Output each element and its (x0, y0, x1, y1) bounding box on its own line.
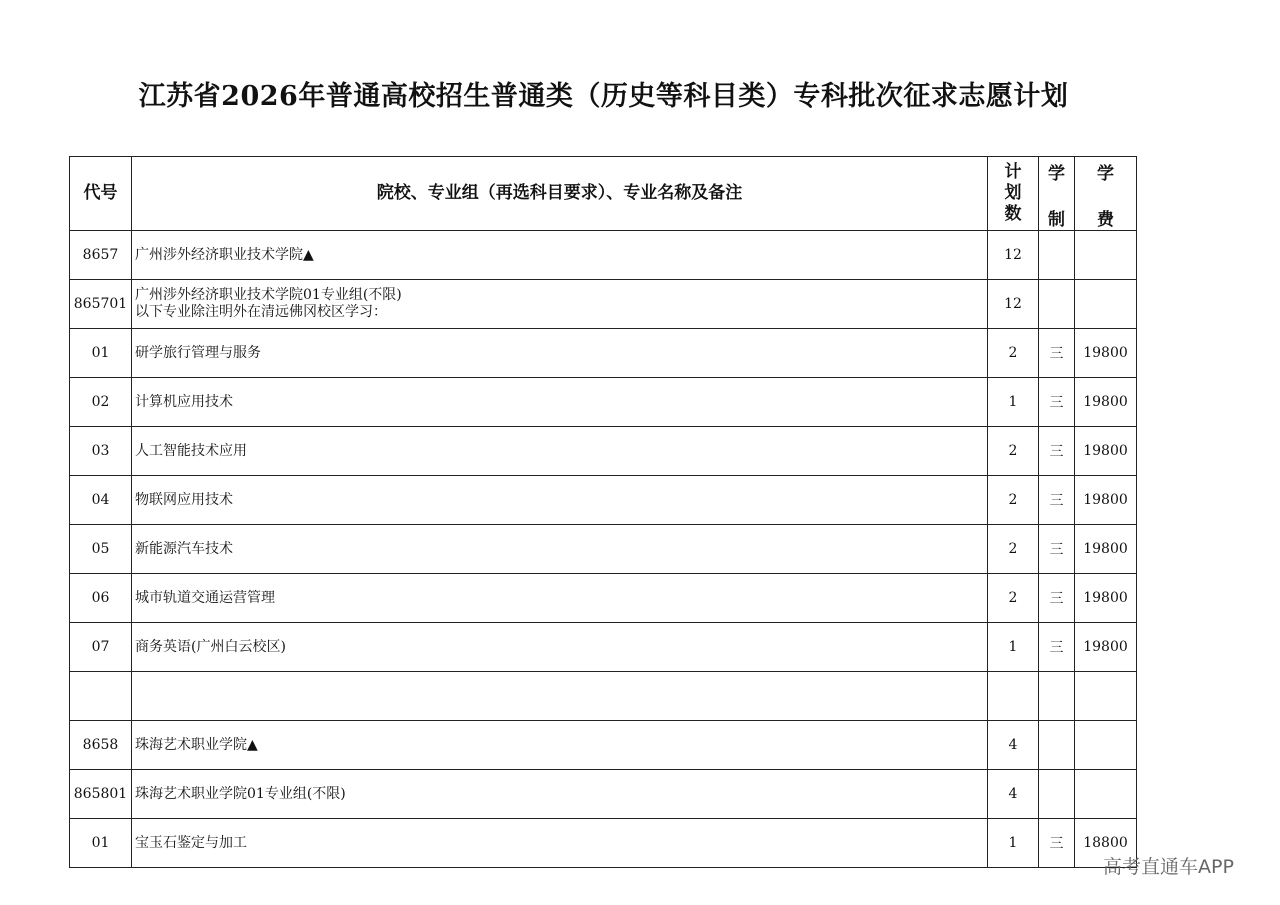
cell-plan: 12 (988, 231, 1039, 280)
cell-fee (1075, 672, 1137, 721)
cell-name-line: 城市轨道交通运营管理 (135, 589, 275, 606)
table-header-row (70, 157, 1137, 231)
cell-fee: 19800 (1075, 329, 1137, 378)
cell-system: 三 (1039, 623, 1075, 672)
header-plan-char: 计 (1004, 162, 1022, 182)
cell-system (1039, 770, 1075, 819)
header-name: 院校、专业组（再选科目要求）、专业名称及备注 (132, 157, 988, 231)
cell-name (132, 525, 988, 574)
plan-table (69, 156, 1137, 868)
cell-name (132, 721, 988, 770)
table-row (70, 427, 1137, 476)
cell-plan: 4 (988, 721, 1039, 770)
cell-name-line: 珠海艺术职业学院▲ (135, 736, 258, 753)
cell-plan: 2 (988, 525, 1039, 574)
table-row (70, 378, 1137, 427)
cell-plan: 1 (988, 819, 1039, 868)
cell-system (1039, 721, 1075, 770)
cell-name-line: 以下专业除注明外在清远佛冈校区学习： (135, 304, 387, 320)
cell-name-line: 珠海艺术职业学院01专业组(不限) (135, 785, 346, 802)
cell-fee (1075, 231, 1137, 280)
table-row (70, 329, 1137, 378)
cell-plan: 2 (988, 427, 1039, 476)
cell-code: 03 (70, 427, 132, 476)
cell-name (132, 672, 988, 721)
cell-plan: 4 (988, 770, 1039, 819)
header-fee-char: 费 (1097, 210, 1114, 230)
cell-fee: 19800 (1075, 623, 1137, 672)
cell-fee (1075, 280, 1137, 329)
header-system (1039, 157, 1075, 231)
table-row (70, 672, 1137, 721)
cell-code: 8658 (70, 721, 132, 770)
cell-name-line: 宝玉石鉴定与加工 (135, 834, 247, 851)
cell-code: 01 (70, 819, 132, 868)
cell-plan: 12 (988, 280, 1039, 329)
header-fee (1075, 157, 1137, 231)
cell-name (132, 280, 988, 329)
cell-fee: 19800 (1075, 427, 1137, 476)
cell-system: 三 (1039, 819, 1075, 868)
cell-name-line: 物联网应用技术 (135, 491, 233, 508)
table-row (70, 770, 1137, 819)
cell-system (1039, 672, 1075, 721)
cell-system: 三 (1039, 329, 1075, 378)
document-title: 江苏省2026年普通高校招生普通类（历史等科目类）专科批次征求志愿计划 (138, 81, 1069, 112)
table-row (70, 525, 1137, 574)
cell-fee: 19800 (1075, 378, 1137, 427)
cell-name-line: 新能源汽车技术 (135, 540, 233, 557)
cell-fee: 18800 (1075, 819, 1137, 868)
cell-code: 02 (70, 378, 132, 427)
cell-code: 865701 (70, 280, 132, 329)
header-plan (988, 157, 1039, 231)
cell-plan (988, 672, 1039, 721)
cell-system: 三 (1039, 525, 1075, 574)
cell-name (132, 231, 988, 280)
table-row (70, 819, 1137, 868)
table-row (70, 280, 1137, 329)
cell-name (132, 574, 988, 623)
cell-name (132, 770, 988, 819)
cell-name (132, 623, 988, 672)
cell-name-line: 商务英语(广州白云校区) (135, 638, 286, 655)
cell-system (1039, 231, 1075, 280)
cell-system: 三 (1039, 378, 1075, 427)
cell-code: 07 (70, 623, 132, 672)
watermark: 高考直通车APP (1103, 856, 1234, 878)
cell-plan: 1 (988, 623, 1039, 672)
header-plan-char: 划 (1004, 183, 1022, 203)
cell-system (1039, 280, 1075, 329)
cell-system: 三 (1039, 476, 1075, 525)
cell-system: 三 (1039, 427, 1075, 476)
cell-name-line: 广州涉外经济职业技术学院01专业组(不限) (135, 287, 402, 303)
cell-name (132, 378, 988, 427)
header-code: 代号 (70, 157, 132, 231)
cell-name (132, 476, 988, 525)
table-row (70, 721, 1137, 770)
cell-name (132, 329, 988, 378)
cell-plan: 2 (988, 476, 1039, 525)
cell-code: 05 (70, 525, 132, 574)
cell-name-line: 人工智能技术应用 (135, 442, 247, 459)
cell-name (132, 819, 988, 868)
cell-name-line: 计算机应用技术 (135, 393, 233, 410)
cell-name-line: 研学旅行管理与服务 (135, 344, 261, 361)
cell-system: 三 (1039, 574, 1075, 623)
cell-code: 06 (70, 574, 132, 623)
cell-plan: 2 (988, 574, 1039, 623)
cell-fee (1075, 721, 1137, 770)
cell-code: 01 (70, 329, 132, 378)
cell-code: 865801 (70, 770, 132, 819)
table-row (70, 231, 1137, 280)
cell-code: 04 (70, 476, 132, 525)
table-row (70, 476, 1137, 525)
cell-name-line: 广州涉外经济职业技术学院▲ (135, 246, 314, 263)
table-row (70, 623, 1137, 672)
header-fee-char: 学 (1097, 164, 1114, 184)
cell-fee: 19800 (1075, 525, 1137, 574)
cell-plan: 1 (988, 378, 1039, 427)
cell-fee: 19800 (1075, 476, 1137, 525)
cell-plan: 2 (988, 329, 1039, 378)
cell-code (70, 672, 132, 721)
cell-fee (1075, 770, 1137, 819)
table-body (70, 231, 1137, 868)
header-system-char: 学 (1048, 164, 1065, 184)
header-plan-char: 数 (1004, 204, 1022, 224)
cell-fee: 19800 (1075, 574, 1137, 623)
table-row (70, 574, 1137, 623)
cell-code: 8657 (70, 231, 132, 280)
cell-name (132, 427, 988, 476)
header-system-char: 制 (1048, 210, 1065, 230)
